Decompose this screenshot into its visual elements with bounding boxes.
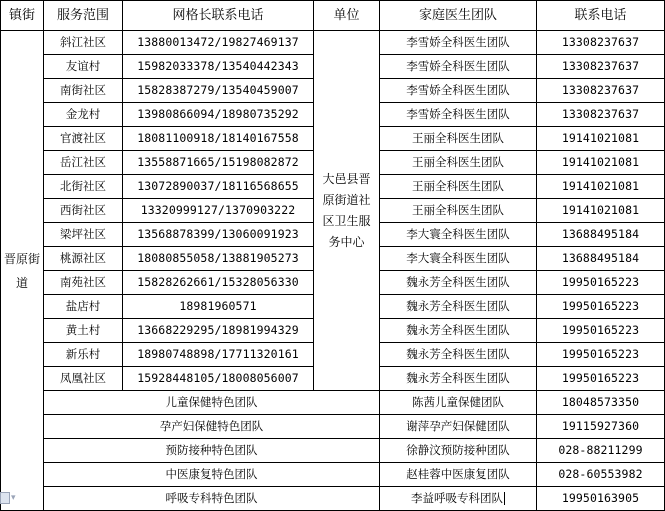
service-area-cell[interactable]: 黄土村 [44,319,123,343]
phone-cell[interactable]: 13688495184 [537,223,665,247]
special-team-name-cell[interactable]: 孕产妇保健特色团队 [44,415,380,439]
special-team-name-cell[interactable]: 呼吸专科特色团队 [44,487,380,511]
phone-cell[interactable]: 13308237637 [537,55,665,79]
team-cell[interactable]: 魏永芳全科医生团队 [380,367,537,391]
team-cell[interactable]: 王丽全科医生团队 [380,175,537,199]
phone-cell[interactable]: 19141021081 [537,151,665,175]
team-cell[interactable]: 王丽全科医生团队 [380,151,537,175]
special-team-phone-cell[interactable]: 028-88211299 [537,439,665,463]
special-team-name-cell[interactable]: 儿童保健特色团队 [44,391,380,415]
special-team-row [1,391,665,415]
special-team-phone-cell[interactable]: 19950163905 [537,487,665,511]
unit-cell[interactable]: 大邑县晋原街道社区卫生服务中心 [314,31,380,391]
phone-cell[interactable]: 19141021081 [537,175,665,199]
table-body [1,1,665,511]
phone-cell[interactable]: 19950165223 [537,367,665,391]
service-area-cell[interactable]: 北街社区 [44,175,123,199]
service-area-cell[interactable]: 斜江社区 [44,31,123,55]
service-area-cell[interactable]: 凤凰社区 [44,367,123,391]
service-area-cell[interactable]: 桃源社区 [44,247,123,271]
team-cell[interactable]: 李大寰全科医生团队 [380,247,537,271]
grid-phone-cell[interactable]: 18080855058/13881905273 [123,247,314,271]
special-team-cell[interactable] [380,415,537,439]
grid-phone-cell[interactable]: 18081100918/18140167558 [123,127,314,151]
special-team-cell[interactable] [380,439,537,463]
special-team-cell[interactable] [380,487,537,511]
special-team-label: 徐静汶预防接种团队 [406,442,510,457]
special-team-label: 李益呼吸专科团队 [411,491,503,505]
phone-cell[interactable]: 13308237637 [537,103,665,127]
special-team-name-cell[interactable]: 中医康复特色团队 [44,463,380,487]
service-area-cell[interactable]: 南苑社区 [44,271,123,295]
grid-phone-cell[interactable]: 18980748898/17711320161 [123,343,314,367]
service-area-cell[interactable]: 南街社区 [44,79,123,103]
grid-phone-cell[interactable]: 13980866094/18980735292 [123,103,314,127]
phone-cell[interactable]: 19141021081 [537,127,665,151]
phone-cell[interactable]: 19950165223 [537,319,665,343]
grid-phone-cell[interactable]: 15928448105/18008056007 [123,367,314,391]
grid-phone-cell[interactable]: 13880013472/19827469137 [123,31,314,55]
service-area-cell[interactable]: 盐店村 [44,295,123,319]
phone-cell[interactable]: 19141021081 [537,199,665,223]
header-grid-phone[interactable]: 网格长联系电话 [123,1,314,31]
team-cell[interactable]: 李雪娇全科医生团队 [380,31,537,55]
town-cell[interactable]: 晋原街道 [1,31,44,511]
team-cell[interactable]: 魏永芳全科医生团队 [380,295,537,319]
grid-phone-cell[interactable]: 13320999127/1370903222 [123,199,314,223]
grid-phone-cell[interactable]: 18981960571 [123,295,314,319]
special-team-row [1,463,665,487]
phone-cell[interactable]: 13308237637 [537,79,665,103]
phone-cell[interactable]: 13308237637 [537,31,665,55]
page-indicator[interactable] [0,492,22,506]
service-area-cell[interactable]: 官渡社区 [44,127,123,151]
phone-cell[interactable]: 19950165223 [537,295,665,319]
header-town[interactable]: 镇街 [1,1,44,31]
grid-phone-cell[interactable]: 15828262661/15328056330 [123,271,314,295]
special-team-label: 陈茜儿童保健团队 [412,394,504,409]
header-phone[interactable]: 联系电话 [537,1,665,31]
grid-phone-cell[interactable]: 15828387279/13540459007 [123,79,314,103]
phone-cell[interactable]: 19950165223 [537,271,665,295]
team-cell[interactable]: 王丽全科医生团队 [380,127,537,151]
special-team-name-cell[interactable]: 预防接种特色团队 [44,439,380,463]
service-area-cell[interactable]: 梁坪社区 [44,223,123,247]
grid-phone-cell[interactable]: 13668229295/18981994329 [123,319,314,343]
service-area-cell[interactable]: 西街社区 [44,199,123,223]
special-team-row [1,439,665,463]
team-cell[interactable]: 李雪娇全科医生团队 [380,55,537,79]
special-team-label: 赵桂蓉中医康复团队 [406,466,510,481]
chevron-down-icon: ▾ [11,493,16,503]
table-row [1,31,665,55]
special-team-phone-cell[interactable]: 028-60553982 [537,463,665,487]
team-cell[interactable]: 李雪娇全科医生团队 [380,103,537,127]
grid-phone-cell[interactable]: 15982033378/13540442343 [123,55,314,79]
team-cell[interactable]: 王丽全科医生团队 [380,199,537,223]
service-area-cell[interactable]: 岳江社区 [44,151,123,175]
grid-phone-cell[interactable]: 13568878399/13060091923 [123,223,314,247]
phone-cell[interactable]: 13688495184 [537,247,665,271]
special-team-phone-cell[interactable]: 18048573350 [537,391,665,415]
header-row [1,1,665,31]
special-team-phone-cell[interactable]: 19115927360 [537,415,665,439]
header-team[interactable]: 家庭医生团队 [380,1,537,31]
team-cell[interactable]: 魏永芳全科医生团队 [380,271,537,295]
special-team-row [1,415,665,439]
service-area-cell[interactable]: 金龙村 [44,103,123,127]
special-team-label: 谢萍孕产妇保健团队 [406,418,510,433]
phone-cell[interactable]: 19950165223 [537,343,665,367]
special-team-cell[interactable] [380,391,537,415]
service-area-cell[interactable]: 友谊村 [44,55,123,79]
team-cell[interactable]: 魏永芳全科医生团队 [380,319,537,343]
team-cell[interactable]: 李雪娇全科医生团队 [380,79,537,103]
team-cell[interactable]: 李大寰全科医生团队 [380,223,537,247]
service-area-cell[interactable]: 新乐村 [44,343,123,367]
header-service-area[interactable]: 服务范围 [44,1,123,31]
team-cell[interactable]: 魏永芳全科医生团队 [380,343,537,367]
grid-phone-cell[interactable]: 13558871665/15198082872 [123,151,314,175]
special-team-row [1,487,665,511]
document-icon [0,492,10,504]
text-cursor [504,492,505,505]
special-team-cell[interactable] [380,463,537,487]
grid-phone-cell[interactable]: 13072890037/18116568655 [123,175,314,199]
header-unit[interactable]: 单位 [314,1,380,31]
